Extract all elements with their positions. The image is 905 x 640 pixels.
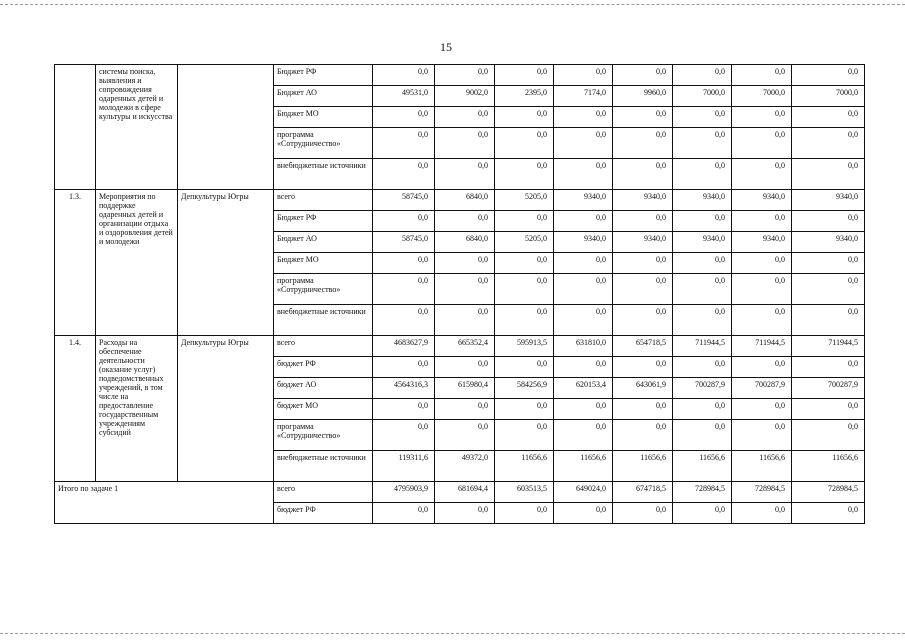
amount-cell: 674718,5: [613, 482, 673, 503]
amount-cell: 0,0: [732, 107, 792, 128]
amount-cell: 119311,6: [373, 451, 435, 482]
amount-cell: 0,0: [732, 65, 792, 86]
amount-cell: 0,0: [613, 399, 673, 420]
amount-cell: 0,0: [495, 211, 554, 232]
amount-cell: 0,0: [613, 65, 673, 86]
amount-cell: 0,0: [495, 420, 554, 451]
amount-cell: 0,0: [792, 305, 865, 336]
amount-cell: 0,0: [673, 159, 732, 190]
amount-cell: 711944,5: [792, 336, 865, 357]
amount-cell: 0,0: [613, 253, 673, 274]
amount-cell: 0,0: [495, 107, 554, 128]
funding-source: бюджет АО: [274, 378, 373, 399]
funding-source: программа «Сотрудничество»: [274, 420, 373, 451]
amount-cell: 0,0: [673, 503, 732, 524]
amount-cell: 728984,5: [673, 482, 732, 503]
funding-source: внебюджетные источники: [274, 305, 373, 336]
amount-cell: 11656,6: [673, 451, 732, 482]
amount-cell: 0,0: [732, 159, 792, 190]
funding-source: всего: [274, 482, 373, 503]
amount-cell: 0,0: [435, 211, 495, 232]
amount-cell: 700287,9: [732, 378, 792, 399]
amount-cell: 9002,0: [435, 86, 495, 107]
amount-cell: 0,0: [495, 274, 554, 305]
amount-cell: 0,0: [792, 274, 865, 305]
scan-edge-top: [0, 4, 905, 5]
amount-cell: 0,0: [613, 274, 673, 305]
amount-cell: 0,0: [673, 357, 732, 378]
amount-cell: 0,0: [554, 357, 613, 378]
amount-cell: 0,0: [554, 107, 613, 128]
amount-cell: 6840,0: [435, 190, 495, 211]
amount-cell: 0,0: [613, 305, 673, 336]
amount-cell: 0,0: [373, 65, 435, 86]
amount-cell: 9340,0: [732, 190, 792, 211]
amount-cell: 0,0: [435, 503, 495, 524]
amount-cell: 0,0: [792, 399, 865, 420]
amount-cell: 0,0: [673, 305, 732, 336]
amount-cell: 7174,0: [554, 86, 613, 107]
table-row: [55, 482, 865, 503]
amount-cell: 58745,0: [373, 190, 435, 211]
amount-cell: 711944,5: [732, 336, 792, 357]
amount-cell: 0,0: [732, 211, 792, 232]
funding-source: программа «Сотрудничество»: [274, 128, 373, 159]
amount-cell: 0,0: [554, 503, 613, 524]
table-row: [55, 65, 865, 86]
amount-cell: 11656,6: [554, 451, 613, 482]
amount-cell: 6840,0: [435, 232, 495, 253]
amount-cell: 11656,6: [495, 451, 554, 482]
amount-cell: 595913,5: [495, 336, 554, 357]
amount-cell: 643061,9: [613, 378, 673, 399]
amount-cell: 0,0: [495, 503, 554, 524]
amount-cell: 654718,5: [613, 336, 673, 357]
amount-cell: 9340,0: [613, 232, 673, 253]
item-number: [55, 65, 96, 190]
funding-source: внебюджетные источники: [274, 451, 373, 482]
amount-cell: 0,0: [673, 65, 732, 86]
scan-edge-bottom: [0, 633, 905, 634]
amount-cell: 4683627,9: [373, 336, 435, 357]
amount-cell: 9340,0: [732, 232, 792, 253]
amount-cell: 603513,5: [495, 482, 554, 503]
amount-cell: 700287,9: [673, 378, 732, 399]
amount-cell: 0,0: [435, 65, 495, 86]
funding-source: всего: [274, 190, 373, 211]
amount-cell: 0,0: [435, 107, 495, 128]
amount-cell: 0,0: [373, 357, 435, 378]
amount-cell: 0,0: [495, 399, 554, 420]
amount-cell: 0,0: [554, 305, 613, 336]
amount-cell: 615980,4: [435, 378, 495, 399]
amount-cell: 0,0: [435, 357, 495, 378]
amount-cell: 584256,9: [495, 378, 554, 399]
amount-cell: 0,0: [435, 253, 495, 274]
funding-source: Бюджет РФ: [274, 211, 373, 232]
amount-cell: 620153,4: [554, 378, 613, 399]
item-name: Расходы на обеспечение деятельности (оказание услуг) подведомственных учреждений, в том числе на предоставление государственным учреждениям субсидий: [96, 336, 178, 482]
item-executor: Депкультуры Югры: [178, 336, 274, 482]
amount-cell: 11656,6: [792, 451, 865, 482]
amount-cell: 9340,0: [673, 232, 732, 253]
amount-cell: 728984,5: [732, 482, 792, 503]
amount-cell: 7000,0: [792, 86, 865, 107]
amount-cell: 0,0: [613, 128, 673, 159]
amount-cell: 0,0: [792, 503, 865, 524]
amount-cell: 0,0: [613, 503, 673, 524]
amount-cell: 0,0: [373, 420, 435, 451]
amount-cell: 0,0: [495, 128, 554, 159]
amount-cell: 9340,0: [613, 190, 673, 211]
amount-cell: 0,0: [792, 159, 865, 190]
item-executor: [178, 65, 274, 190]
amount-cell: 0,0: [673, 399, 732, 420]
amount-cell: 665352,4: [435, 336, 495, 357]
amount-cell: 700287,9: [792, 378, 865, 399]
funding-source: всего: [274, 336, 373, 357]
amount-cell: 0,0: [373, 399, 435, 420]
amount-cell: 0,0: [373, 211, 435, 232]
amount-cell: 9960,0: [613, 86, 673, 107]
amount-cell: 0,0: [732, 274, 792, 305]
amount-cell: 0,0: [792, 65, 865, 86]
amount-cell: 0,0: [495, 253, 554, 274]
amount-cell: 0,0: [554, 399, 613, 420]
amount-cell: 0,0: [435, 128, 495, 159]
amount-cell: 0,0: [613, 211, 673, 232]
funding-source: Бюджет МО: [274, 253, 373, 274]
amount-cell: 0,0: [373, 305, 435, 336]
table-row: [55, 336, 865, 357]
amount-cell: 0,0: [435, 274, 495, 305]
amount-cell: 0,0: [373, 253, 435, 274]
amount-cell: 649024,0: [554, 482, 613, 503]
amount-cell: 0,0: [613, 357, 673, 378]
amount-cell: 0,0: [673, 211, 732, 232]
amount-cell: 0,0: [554, 420, 613, 451]
amount-cell: 0,0: [495, 159, 554, 190]
amount-cell: 0,0: [613, 420, 673, 451]
funding-source: бюджет РФ: [274, 503, 373, 524]
amount-cell: 0,0: [435, 305, 495, 336]
item-number: 1.4.: [55, 336, 96, 482]
funding-source: Бюджет РФ: [274, 65, 373, 86]
amount-cell: 0,0: [495, 357, 554, 378]
amount-cell: 0,0: [673, 420, 732, 451]
table-body: [55, 65, 865, 524]
amount-cell: 0,0: [732, 357, 792, 378]
amount-cell: 7000,0: [673, 86, 732, 107]
amount-cell: 0,0: [792, 420, 865, 451]
amount-cell: 0,0: [554, 274, 613, 305]
funding-source: внебюджетные источники: [274, 159, 373, 190]
amount-cell: 728984,5: [792, 482, 865, 503]
funding-source: бюджет МО: [274, 399, 373, 420]
amount-cell: 5205,0: [495, 232, 554, 253]
amount-cell: 631810,0: [554, 336, 613, 357]
funding-source: Бюджет АО: [274, 86, 373, 107]
amount-cell: 11656,6: [732, 451, 792, 482]
amount-cell: 0,0: [613, 159, 673, 190]
amount-cell: 0,0: [792, 107, 865, 128]
amount-cell: 0,0: [613, 107, 673, 128]
amount-cell: 0,0: [792, 357, 865, 378]
amount-cell: 0,0: [792, 128, 865, 159]
amount-cell: 5205,0: [495, 190, 554, 211]
amount-cell: 0,0: [673, 274, 732, 305]
amount-cell: 0,0: [673, 128, 732, 159]
amount-cell: 0,0: [732, 420, 792, 451]
amount-cell: 0,0: [554, 211, 613, 232]
amount-cell: 0,0: [732, 399, 792, 420]
amount-cell: 0,0: [554, 159, 613, 190]
amount-cell: 49531,0: [373, 86, 435, 107]
funding-source: Бюджет МО: [274, 107, 373, 128]
amount-cell: 0,0: [673, 253, 732, 274]
amount-cell: 711944,5: [673, 336, 732, 357]
amount-cell: 9340,0: [792, 190, 865, 211]
funding-source: программа «Сотрудничество»: [274, 274, 373, 305]
amount-cell: 0,0: [373, 274, 435, 305]
amount-cell: 0,0: [373, 159, 435, 190]
table-row: [55, 190, 865, 211]
amount-cell: 0,0: [495, 65, 554, 86]
amount-cell: 0,0: [435, 399, 495, 420]
amount-cell: 0,0: [373, 107, 435, 128]
amount-cell: 0,0: [373, 128, 435, 159]
item-name: системы поиска, выявления и сопровождения одаренных детей и молодежи в сфере культуры и искусства: [96, 65, 178, 190]
amount-cell: 0,0: [792, 211, 865, 232]
amount-cell: 2395,0: [495, 86, 554, 107]
amount-cell: 11656,6: [613, 451, 673, 482]
amount-cell: 0,0: [435, 420, 495, 451]
amount-cell: 0,0: [732, 253, 792, 274]
amount-cell: 0,0: [554, 65, 613, 86]
amount-cell: 4564316,3: [373, 378, 435, 399]
budget-table: [54, 64, 865, 524]
amount-cell: 0,0: [732, 305, 792, 336]
amount-cell: 0,0: [732, 503, 792, 524]
amount-cell: 4795903,9: [373, 482, 435, 503]
funding-source: Бюджет АО: [274, 232, 373, 253]
item-number: 1.3.: [55, 190, 96, 336]
item-executor: Депкультуры Югры: [178, 190, 274, 336]
page-number: 15: [440, 40, 452, 54]
amount-cell: 9340,0: [554, 232, 613, 253]
amount-cell: 9340,0: [673, 190, 732, 211]
amount-cell: 9340,0: [792, 232, 865, 253]
amount-cell: 0,0: [792, 253, 865, 274]
amount-cell: 58745,0: [373, 232, 435, 253]
amount-cell: 0,0: [373, 503, 435, 524]
amount-cell: 681694,4: [435, 482, 495, 503]
amount-cell: 0,0: [554, 128, 613, 159]
amount-cell: 0,0: [554, 253, 613, 274]
amount-cell: 49372,0: [435, 451, 495, 482]
amount-cell: 0,0: [495, 305, 554, 336]
total-label: Итого по задаче 1: [55, 482, 274, 524]
amount-cell: 0,0: [435, 159, 495, 190]
amount-cell: 7000,0: [732, 86, 792, 107]
item-name: Мероприятия по поддержке одаренных детей и организации отдыха и оздоровления детей и молодежи: [96, 190, 178, 336]
funding-source: бюджет РФ: [274, 357, 373, 378]
amount-cell: 9340,0: [554, 190, 613, 211]
amount-cell: 0,0: [673, 107, 732, 128]
amount-cell: 0,0: [732, 128, 792, 159]
